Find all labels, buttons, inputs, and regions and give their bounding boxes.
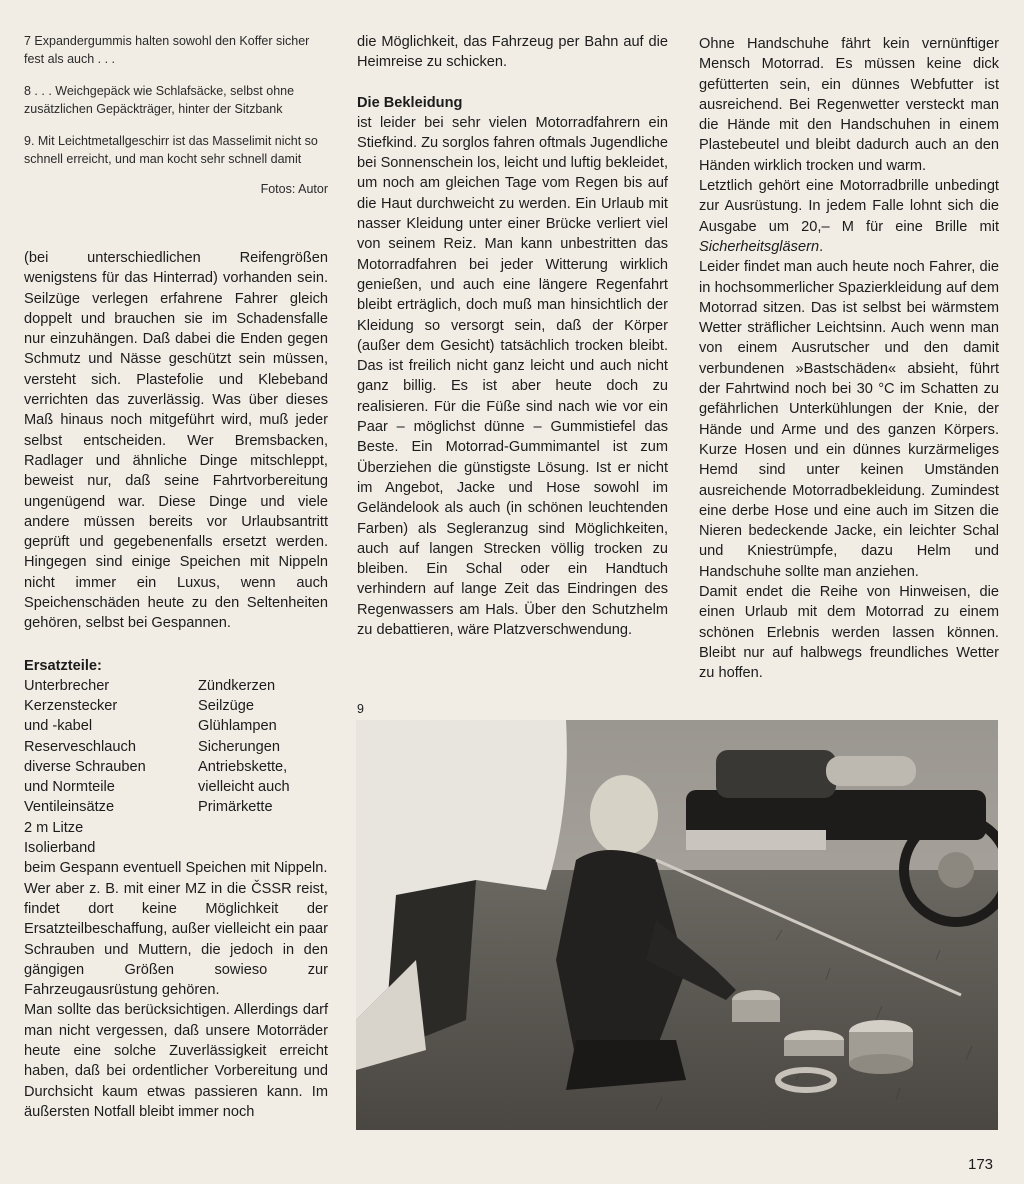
spare-part-item: Isolierband — [24, 840, 96, 857]
clothing-heading: Die Bekleidung — [357, 94, 463, 111]
middle-column — [357, 32, 668, 640]
spare-part-item: Glühlampen — [198, 718, 277, 735]
body-paragraph: Ohne Handschuhe fährt kein vernünftiger Mensch Motorrad. Es müssen keine dick gefütterten sein, ein dünnes Webfutter ist ausreichend. Bei Regenwetter versteckt man die Hände mit den Handschuhen in einem Plastebeutel und bleibt dadurch auch an den Händen wirklich trocken und warm. — [699, 36, 999, 174]
spare-part-item: Zündkerzen — [198, 677, 276, 694]
spare-part-item: Reserveschlauch — [24, 738, 136, 755]
left-column — [24, 32, 328, 196]
spare-part-item: Sicherungen — [198, 738, 280, 755]
spare-part-item: und -kabel — [24, 718, 93, 735]
spare-parts-heading: Ersatzteile: — [24, 657, 102, 674]
body-paragraph: beim Gespann eventuell Speichen mit Nippeln. — [24, 860, 328, 877]
spare-part-item: Ventileinsätze — [24, 799, 115, 816]
spare-part-item: und Normteile — [24, 779, 115, 796]
spare-part-item: Kerzenstecker — [24, 697, 118, 714]
clothing-paragraph: ist leider bei sehr vielen Motorradfahrern ein Stiefkind. Zu sorglos fahren oftmals Jugendliche bei Sonnenschein los, leicht und luftig bekleidet, um noch am gleichen Tage vom Regen bis auf die Haut durchweicht zu werden. Ein Urlaub mit nasser Kleidung unter einer Brücke verliert viel von seinem Reiz. Man kann unbestritten das Motorradfahren bei jeder Witterung wirklich genießen, und auch eine längere Regenfahrt bleibt erträglich, doch muß man hinsichtlich der Kleidung so versorgt sein, daß der Körper (außer dem Gesicht) tatsächlich trocken bleibt. Das ist freilich nicht ganz leicht und auch nicht ganz billig. Es ist aber heute doch zu realisieren. Für die Füße sind nach wie vor ein Paar – möglichst dünne – Gummistiefel das Beste. Ein Motorrad-Gummimantel ist zum Überziehen die günstigste Lösung. Ist er nicht im Angebot, Jacke und Hose sowohl im Geländelook als auch (in schönen leuchtenden Farben) als Segleranzug sind Möglichkeiten, auch auf langen Strecken völlig trocken zu bleiben. Ein Schal oder ein Handtuch verhindern auf lange Zeit das Eindringen des Regenwassers am Hals. Über den Schutzhelm zu debattieren, wäre Platzverschwendung. — [357, 114, 668, 639]
spare-parts-list — [24, 676, 328, 859]
body-paragraph: Man sollte das berücksichtigen. Allerdings darf man nicht vergessen, daß unsere Motorräder heute eine solche Zuverlässigkeit erreicht haben, daß bei ordentlicher Vorbereitung und Durchsicht kaum etwas passieren kann. Im äußersten Notfall bleibt immer noch — [24, 1002, 328, 1120]
body-paragraph: Damit endet die Reihe von Hinweisen, die einen Urlaub mit dem Motorrad zu einem schönen Erlebnis werden lassen können. Bleibt nur auf halbwegs freundliches Wetter zu hoffen. — [699, 584, 999, 682]
spare-part-item: 2 m Litze — [24, 819, 84, 836]
figure-number: 9 — [357, 702, 364, 716]
spare-part-item — [198, 818, 328, 838]
spare-part-item: Antriebskette, — [198, 758, 288, 775]
spare-part-item — [198, 838, 328, 858]
spare-part-item: Seilzüge — [198, 697, 254, 714]
camping-photo — [356, 720, 998, 1130]
spare-part-item: vielleicht auch — [198, 779, 290, 796]
left-column-body — [24, 248, 328, 1122]
right-column — [699, 34, 999, 684]
spare-part-item: Primärkette — [198, 799, 273, 816]
page-number: 173 — [968, 1156, 994, 1173]
spare-part-item: diverse Schrauben — [24, 758, 146, 775]
photo-credit: Fotos: Autor — [260, 182, 328, 196]
caption-9: 9. Mit Leichtmetallgeschirr ist das Masselimit nicht so schnell erreicht, und man kocht sehr schnell damit — [24, 134, 318, 166]
spare-parts-intro-paragraph: (bei unterschiedlichen Reifengrößen wenigstens für das Hinterrad) vorhanden sein. Seilzüge verlegen erfahrene Fahrer gleich doppelt und brauchen sie im Schadensfalle nur einzuhängen. Daß dabei die Enden gegen Schmutz und Nässe geschützt sein müssen, versteht sich. Plastefolie und Klebeband verrichten das zuverlässig. Was über dieses Maß hinaus noch mitgeführt wird, muß jeder selbst entscheiden. Wer Bremsbacken, Radlager und ähnliche Dinge mitschleppt, beweist nur, daß seine Fahrtvorbereitung ungenügend war. Diese Dinge und viele andere müssen bereits vor Urlaubsantritt geprüft und gegebenenfalls ersetzt werden. Hingegen sind einige Speichen mit Nippeln nicht immer ein Luxus, wenn auch Speichenschäden heute zu den Seltenheiten gehören, selbst bei Gespannen. — [24, 250, 328, 632]
spare-part-item: Unterbrecher — [24, 677, 110, 694]
caption-7: 7 Expandergummis halten sowohl den Koffer sicher fest als auch . . . — [24, 34, 310, 66]
body-paragraph: Leider findet man auch heute noch Fahrer, die in hochsommerlicher Spazierkleidung auf dem Motorrad sitzen. Das ist selbst bei wärmstem Wetter sträflicher Leichtsinn. Auch wenn man von einem Ausrutscher und den damit verbundenen »Bastschäden« absieht, führt der Fahrtwind noch bei 30 °C im Schatten zu gefährlichen Unterkühlungen der Knie, der Hände und Arme und des ganzen Körpers. Kurze Hosen und ein dünnes kurzärmeliges Hemd sind unter keinen Umständen ausreichende Motorradbekleidung. Zumindest eine derbe Hose und eine auch im Sitzen die Nieren bedeckende Jacke, ein leichter Schal und Kniestrümpfe, dazu Helm und Handschuhe sollte man anziehen. — [699, 259, 999, 580]
body-paragraph: Letztlich gehört eine Motorradbrille unbedingt zur Ausrüstung. In jedem Falle lohnt sich die Ausgabe um 20,– M für eine Brille mit Sicherheitsgläsern. — [699, 178, 999, 255]
body-paragraph: die Möglichkeit, das Fahrzeug per Bahn auf die Heimreise zu schicken. — [357, 34, 668, 71]
caption-8: 8 . . . Weichgepäck wie Schlafsäcke, selbst ohne zusätzlichen Gepäckträger, hinter der Sitzbank — [24, 84, 295, 116]
body-paragraph: Wer aber z. B. mit einer MZ in die ČSSR reist, findet dort keine Möglichkeit der Ersatzteilbeschaffung, außer vielleicht ein paar Schrauben und Muttern, die jedoch in den gängigen Größen sowieso zur Fahrzeugausrüstung gehören. — [24, 880, 328, 999]
